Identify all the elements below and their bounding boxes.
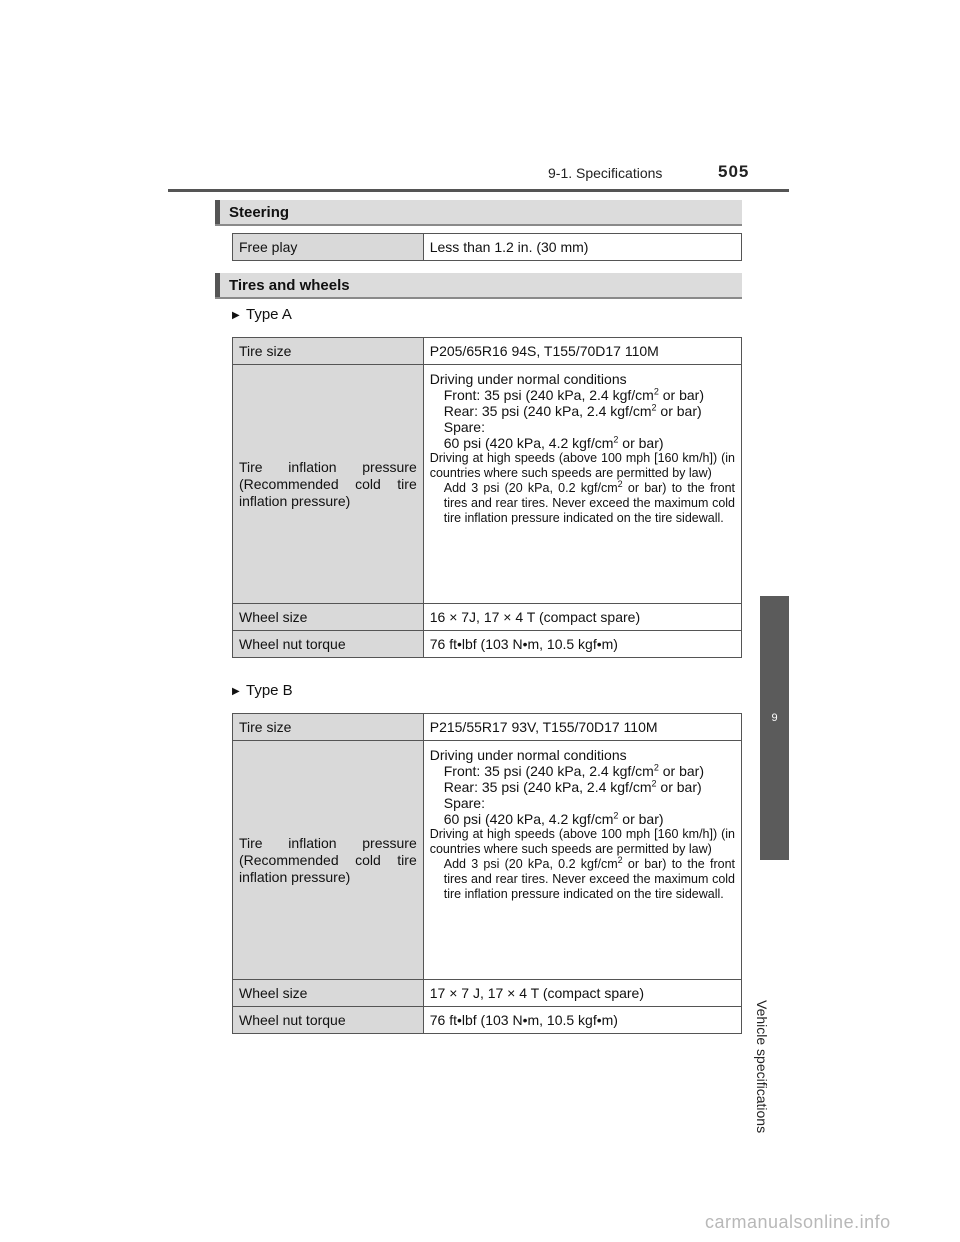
steering-table xyxy=(232,233,742,261)
type-a-label: ▶ Type A xyxy=(232,306,292,323)
wheel-nut-torque-value: 76 ft•lbf (103 N•m, 10.5 kgf•m) xyxy=(423,631,741,658)
normal-conditions-heading: Driving under normal conditions xyxy=(429,371,627,387)
tire-pressure-value xyxy=(423,741,741,980)
tires-section-bar xyxy=(215,273,742,299)
chapter-tab[interactable] xyxy=(760,596,789,860)
free-play-label: Free play xyxy=(233,234,424,261)
steering-section-bar xyxy=(215,200,742,226)
table-row xyxy=(233,631,742,658)
high-speed-heading: Driving at high speeds (above 100 mph [160 km/h]) (in countries where such speeds are permitted by law) xyxy=(429,827,735,856)
front-pressure: Front: 35 psi (240 kPa, 2.4 kgf/$cm^2$ or bar) xyxy=(443,386,704,403)
rear-pressure: Rear: 35 psi (240 kPa, 2.4 kgf/$cm^2$ or bar) xyxy=(443,402,702,419)
tire-size-value: P205/65R16 94S, T155/70D17 110M xyxy=(423,338,741,365)
tires-section-title: Tires and wheels xyxy=(229,277,350,294)
chapter-tab-number: 9 xyxy=(771,712,778,724)
triangle-right-icon: ▶ xyxy=(232,686,240,697)
wheel-nut-torque-label: Wheel nut torque xyxy=(233,1007,424,1034)
tire-size-label: Tire size xyxy=(233,714,424,741)
triangle-right-icon: ▶ xyxy=(232,310,240,321)
header-rule xyxy=(168,189,789,192)
front-pressure: Front: 35 psi (240 kPa, 2.4 kgf/$cm^2$ or bar) xyxy=(443,762,704,779)
high-speed-note: Add 3 psi (20 kPa, 0.2 kgf/$cm^2$ or bar) to the front tires and rear tires. Never exceed the maximum cold tire inflation pressure indicated on the tire sidewall. xyxy=(443,854,735,901)
tire-pressure-value xyxy=(423,365,741,604)
tire-size-value: P215/55R17 93V, T155/70D17 110M xyxy=(423,714,741,741)
watermark: carmanualsonline.info xyxy=(705,1212,891,1232)
high-speed-note: Add 3 psi (20 kPa, 0.2 kgf/$cm^2$ or bar) to the front tires and rear tires. Never exceed the maximum cold tire inflation pressure indicated on the tire sidewall. xyxy=(443,478,735,525)
table-row xyxy=(233,1007,742,1034)
wheel-size-value: 16 × 7J, 17 × 4 T (compact spare) xyxy=(423,604,741,631)
free-play-value: Less than 1.2 in. (30 mm) xyxy=(423,234,741,261)
high-speed-heading: Driving at high speeds (above 100 mph [160 km/h]) (in countries where such speeds are permitted by law) xyxy=(429,451,735,480)
table-row xyxy=(233,234,742,261)
type-a-table xyxy=(232,337,742,658)
tire-pressure-label: Tire inflation pressure (Recommended cold tire inflation pressure) xyxy=(233,365,424,604)
section-reference: 9-1. Specifications xyxy=(548,165,663,181)
wheel-size-label: Wheel size xyxy=(233,980,424,1007)
wheel-size-label: Wheel size xyxy=(233,604,424,631)
type-b-table xyxy=(232,713,742,1034)
wheel-nut-torque-value: 76 ft•lbf (103 N•m, 10.5 kgf•m) xyxy=(423,1007,741,1034)
tire-pressure-label: Tire inflation pressure (Recommended cold tire inflation pressure) xyxy=(233,741,424,980)
spare-label: Spare: xyxy=(443,795,485,811)
type-b-label: ▶ Type B xyxy=(232,682,293,699)
spare-pressure: 60 psi (420 kPa, 4.2 kgf/$cm^2$ or bar) xyxy=(443,434,664,451)
table-row xyxy=(233,338,742,365)
wheel-nut-torque-label: Wheel nut torque xyxy=(233,631,424,658)
spare-pressure: 60 psi (420 kPa, 4.2 kgf/$cm^2$ or bar) xyxy=(443,810,664,827)
normal-conditions-heading: Driving under normal conditions xyxy=(429,747,627,763)
wheel-size-value: 17 × 7 J, 17 × 4 T (compact spare) xyxy=(423,980,741,1007)
table-row xyxy=(233,741,742,980)
table-row xyxy=(233,714,742,741)
table-row xyxy=(233,980,742,1007)
chapter-tab-label: Vehicle specifications xyxy=(754,1000,770,1134)
spare-label: Spare: xyxy=(443,419,485,435)
steering-section-title: Steering xyxy=(229,204,290,221)
page-number: 505 xyxy=(718,162,750,181)
table-row xyxy=(233,604,742,631)
table-row xyxy=(233,365,742,604)
rear-pressure: Rear: 35 psi (240 kPa, 2.4 kgf/$cm^2$ or bar) xyxy=(443,778,702,795)
tire-size-label: Tire size xyxy=(233,338,424,365)
